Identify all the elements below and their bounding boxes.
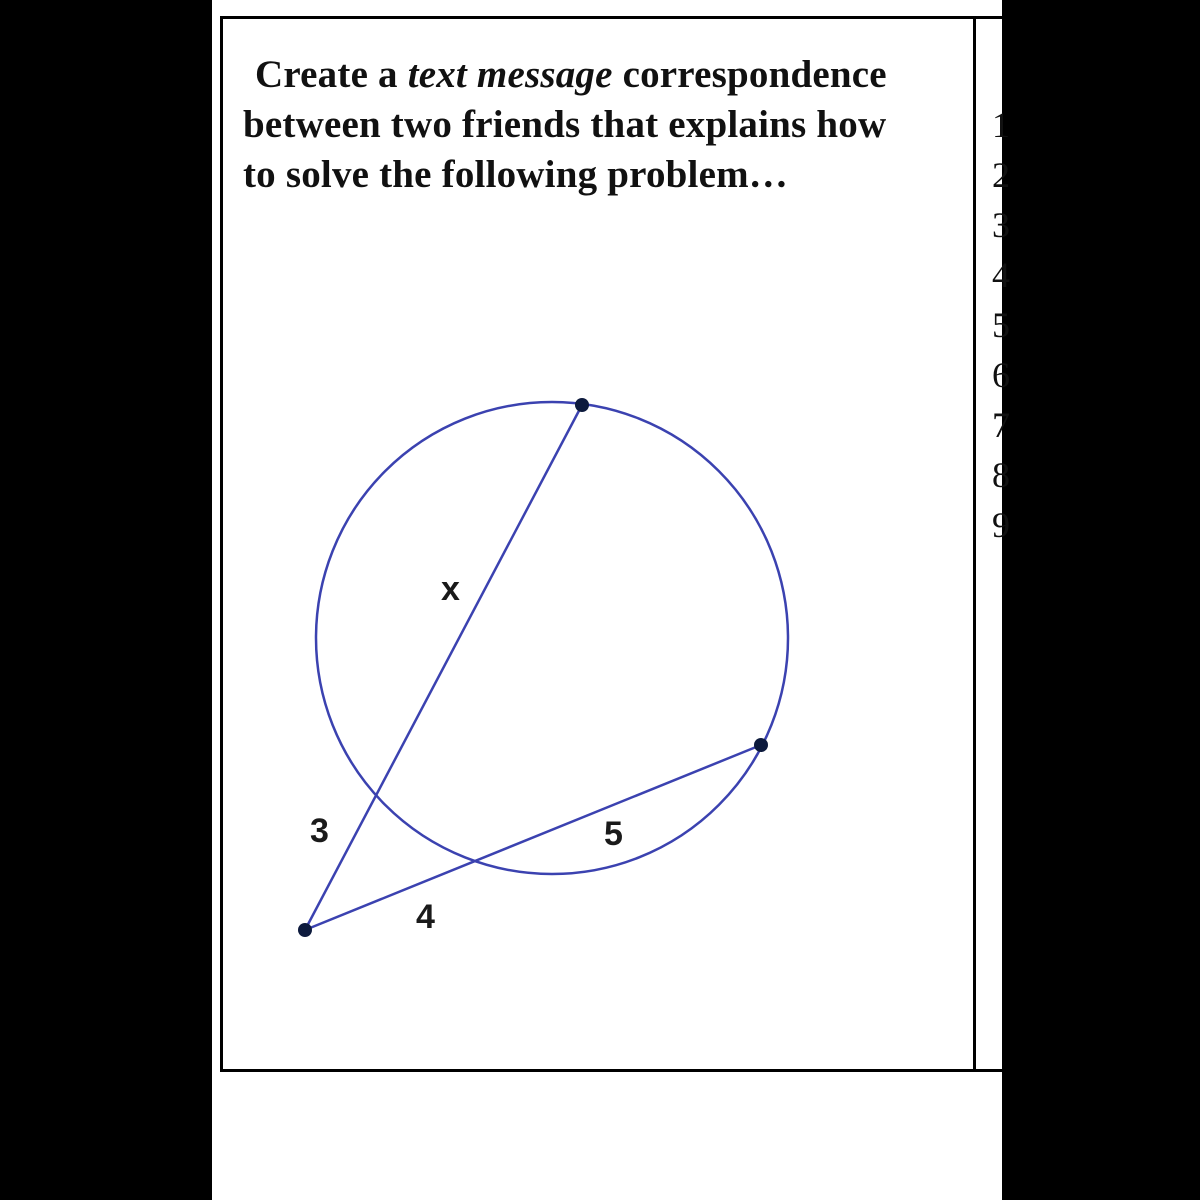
right-intersection-point (754, 738, 768, 752)
clipped-list-number: 5 (992, 305, 1010, 345)
label-x: x (441, 570, 460, 608)
prompt-line-1-end: correspondence (612, 53, 887, 96)
secant-line-shallow (305, 745, 761, 930)
clipped-list-number: 9 (992, 505, 1010, 545)
prompt-line-2: between two friends that explains how (243, 103, 887, 146)
label-segment-3: 3 (310, 812, 329, 850)
prompt-line-3: to solve the following problem… (243, 153, 788, 196)
clipped-list-number: 2 (992, 155, 1010, 195)
label-segment-4: 4 (416, 898, 435, 936)
clipped-list-number: 7 (992, 405, 1010, 445)
secant-line-steep (305, 405, 582, 930)
external-point (298, 923, 312, 937)
clipped-list-number: 4 (992, 255, 1010, 295)
clipped-list-number: 3 (992, 205, 1010, 245)
adjacent-column-clipped-text (990, 100, 1010, 550)
clipped-list-number: 6 (992, 355, 1010, 395)
top-intersection-point (575, 398, 589, 412)
circle (316, 402, 788, 874)
prompt-line-1-start: Create a (255, 53, 408, 96)
clipped-list-number: 8 (992, 455, 1010, 495)
clipped-list-number: 1 (992, 105, 1010, 145)
prompt-italic-phrase: text message (407, 53, 613, 96)
label-segment-5: 5 (604, 815, 623, 853)
